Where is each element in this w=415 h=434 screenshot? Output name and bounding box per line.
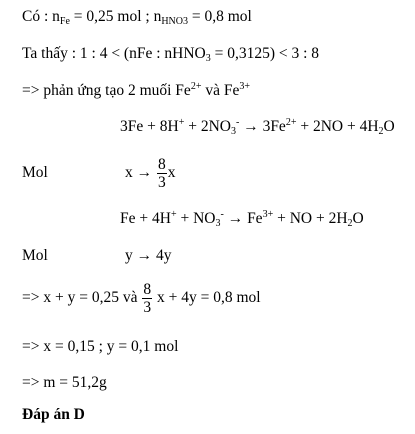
eq2-sub-h2o: 2 [347, 218, 353, 229]
system-fraction [142, 281, 152, 316]
mol1-expr: x → [125, 164, 153, 181]
equation-1 [120, 117, 395, 137]
mol2-label: Mol [22, 247, 48, 264]
eq1-sub-h2o: 2 [378, 126, 384, 137]
result-line-1 [22, 337, 178, 357]
eq2-sub-no3: 3 [215, 218, 221, 229]
mol-line-2-expr [125, 246, 172, 266]
mol-line-1 [22, 163, 48, 183]
conclusion-sup-1: 2+ [190, 81, 202, 92]
given-sub-hno3: HNO3 [161, 16, 188, 27]
ratio-line [22, 44, 319, 64]
given-text-1: Có : n [22, 8, 60, 25]
result-text-2: => m = 51,2g [22, 374, 107, 391]
result-line-2 [22, 373, 107, 393]
eq2-sup-h: + [170, 209, 177, 220]
conclusion-sup-2: 3+ [239, 81, 250, 92]
system-frac-num: 8 [143, 280, 152, 298]
mol-line-1-expr [125, 150, 176, 196]
eq2-part-a: Fe + 4H [120, 210, 171, 227]
eq1-part-c: → 3Fe [239, 118, 286, 135]
mol-line-2 [22, 246, 48, 266]
system-line [22, 275, 261, 321]
eq2-sup-fe: 3+ [262, 209, 274, 220]
system-text-a: => x + y = 0,25 và [22, 289, 138, 306]
conclusion-line [22, 81, 250, 101]
mol1-frac-num: 8 [158, 155, 166, 173]
eq1-part-e: O [383, 118, 395, 135]
eq1-part-a: 3Fe + 8H [120, 118, 179, 135]
ratio-text: Ta thấy : 1 : 4 < (nFe : nHNO [22, 45, 206, 62]
system-frac-den: 3 [143, 298, 152, 316]
ratio-sub: 3 [205, 53, 211, 64]
given-text-3: = 0,8 mol [188, 8, 252, 25]
answer-line [22, 405, 85, 425]
mol1-label: Mol [22, 164, 48, 181]
eq1-part-b: + 2NO [184, 118, 231, 135]
eq1-sup-h: + [178, 117, 185, 128]
eq1-sub-no3: 3 [230, 126, 236, 137]
equation-2 [120, 209, 364, 229]
mol2-expr: y → 4y [125, 247, 172, 264]
eq2-part-e: O [352, 210, 364, 227]
given-text-2: = 0,25 mol ; n [69, 8, 162, 25]
mol1-frac-den: 3 [158, 173, 166, 191]
eq2-part-c: → Fe [223, 210, 263, 227]
answer-text: Đáp án D [22, 406, 85, 423]
eq2-part-b: + NO [176, 210, 216, 227]
mol1-fraction [157, 156, 167, 191]
given-line [22, 7, 252, 27]
system-text-b: x + 4y = 0,8 mol [156, 289, 261, 306]
result-text-1: => x = 0,15 ; y = 0,1 mol [22, 338, 179, 355]
conclusion-text-2: và Fe [201, 82, 240, 99]
eq1-part-d: + 2NO + 4H [296, 118, 379, 135]
conclusion-text-1: => phản ứng tạo 2 muối Fe [22, 82, 191, 99]
eq1-sup-no3: - [235, 117, 240, 128]
ratio-tail: = 0,3125) < 3 : 8 [210, 45, 320, 62]
mol1-var: x [167, 164, 176, 181]
eq2-sup-no3: - [220, 209, 224, 220]
eq2-part-d: + NO + 2H [273, 210, 348, 227]
given-sub-fe: Fe [59, 16, 70, 27]
eq1-sup-fe: 2+ [285, 117, 297, 128]
